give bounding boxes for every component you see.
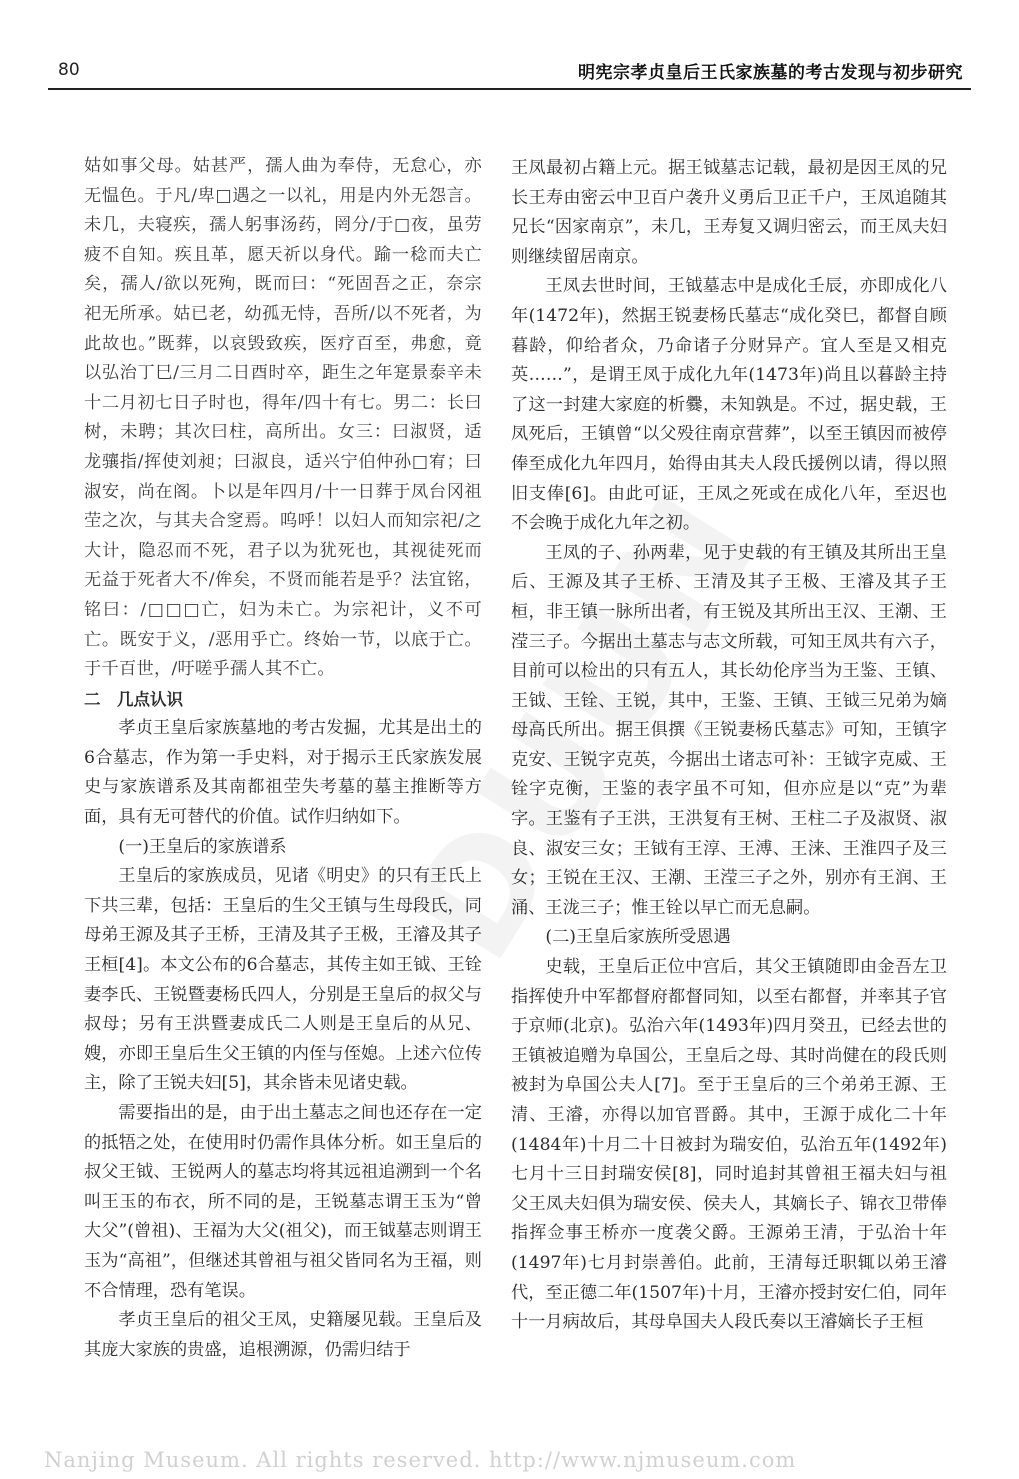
intro-paragraph: 孝贞王皇后家族墓地的考古发掘，尤其是出土的6合墓志，作为第一手史料，对于揭示王氏家族发展史与家族谱系及其南都祖茔失考墓的墓主推断等方面，具有无可替代的价值。试作归纳如下。 (84, 718, 482, 828)
section-heading: 二 几点认识 (84, 689, 183, 709)
running-title: 明宪宗孝贞皇后王氏家族墓的考古发现与初步研究 (578, 63, 963, 83)
page-number: 80 (58, 60, 80, 80)
discrepancy-paragraph: 需要指出的是，由于出土墓志之间也还存在一定的抵牾之处，在使用时仍需作具体分析。如王皇后的叔父王钺、王锐两人的墓志均将其远祖追溯到一个名叫王玉的布衣，所不同的是，王锐墓志谓王玉为“曾大父”(曾祖)、王福为大父(祖父)，而王钺墓志则谓王玉为“高祖”，但继述其曾祖与祖父皆同名为王福，则不合情理，恐有笔误。 (84, 1103, 482, 1301)
header-rule (48, 88, 971, 90)
epitaph-quote: 姑如事父母。姑甚严，孺人曲为奉侍，无怠心，亦无愠色。于凡/卑□遇之一以礼，用是内外无怨言。未几，夫寝疾，孺人躬事汤药，罔分/于□夜，虽劳疲不自知。疾且革，愿天祈以身代。踰一稔而夫亡矣，孺人/欲以死殉，既而曰：“死固吾之正，奈宗祀无所承。姑已老，幼孤无恃，吾所/以不死者，为此故也。”既葬，以哀毁致疾，医疗百至，弗愈，竟以弘治丁巳/三月二日酉时卒，距生之年寔景泰辛未十二月初七日子时也，得年/四十有七。男二：长曰树，未聘；其次曰柱，高所出。女三：曰淑贤，适龙骧指/挥使刘昶；曰淑良，适兴宁伯仲孙□宥；曰淑安，尚在阁。卜以是年四月/十一日葬于凤台冈祖茔之次，与其夫合窆焉。呜呼！以妇人而知宗祀/之大计，隐忍而不死，君子以为犹死也，其视徒死而无益于死者大不/侔矣，不贤而能若是乎？法宜铭，铭曰：/□□□亡，妇为未亡。为宗祀计，义不可亡。既安于义，/恶用乎亡。终始一节，以底于亡。于千百世，/吁嗟乎孺人其不亡。 (84, 156, 482, 680)
death-paragraph: 王凤去世时间，王钺墓志中是成化壬辰，亦即成化八年(1472年)，然据王锐妻杨氏墓志“成化癸巳，都督自顾暮龄，仰给者众，乃命诸子分财异产。宜人至是又相克英……”，是谓王凤于成化九年(1473年)尚且以暮龄主持了这一封建大家庭的析爨，未知孰是。不过，据史载，王凤死后，王镇曾“以父殁往南京营葬”，以至王镇因而被停俸至成化九年四月，始得由其夫人段氏援例以请，得以照旧支俸[6]。由此可证，王凤之死或在成化八年，至迟也不会晚于成化九年之初。 (511, 276, 947, 534)
continued-paragraph: 王凤最初占籍上元。据王钺墓志记载，最初是因王凤的兄长王寿由密云中卫百户袭升义勇后卫正千户，王凤追随其兄长“因家南京”，未几，王寿复又调归密云，而王凤夫妇则继续留居南京。 (511, 158, 947, 267)
family-paragraph: 王皇后的家族成员，见诸《明史》的只有王氏上下共三辈，包括：王皇后的生父王镇与生母段氏，同母弟王源及其子王桥，王清及其子王极，王濬及其子王桓[4]。本文公布的6合墓志，其传主如王钺、王铨妻李氏、王锐暨妻杨氏四人，分别是王皇后的叔父与叔母；另有王洪暨妻成氏二人则是王皇后的从兄、嫂，亦即王皇后生父王镇的内侄与侄媳。上述六位传主，除了王锐夫妇[5]，其余皆未见诸史载。 (84, 866, 482, 1094)
subheading-favors: (二)王皇后家族所受恩遇 (545, 927, 731, 948)
subheading-family-lineage: (一)王皇后的家族谱系 (118, 836, 287, 857)
footer-watermark: Nanjing Museum. All rights reserved. http://www.njmuseum.com (44, 1448, 797, 1472)
grandfather-paragraph: 孝贞王皇后的祖父王凤，史籍屡见载。王皇后及其庞大家族的贵盛，追根溯源，仍需归结于 (84, 1310, 482, 1360)
favors-paragraph: 史载，王皇后正位中宫后，其父王镇随即由金吾左卫指挥使升中军都督府都督同知，以至右都督，并率其子官于京师(北京)。弘治六年(1493年)四月癸丑，已经去世的王镇被追赠为阜国公，王皇后之母、其时尚健在的段氏则被封为阜国公夫人[7]。至于王皇后的三个弟弟王源、王清、王濬，亦得以加官晋爵。其中，王源于成化二十年(1484年)十月二十日被封为瑞安伯，弘治五年(1492年)七月十三日封瑞安侯[8]，同时追封其曾祖王福夫妇与祖父王凤夫妇俱为瑞安侯、侯夫人，其嫡长子、锦衣卫带俸指挥佥事王桥亦一度袭父爵。王源弟王清，于弘治十年(1497年)七月封崇善伯。此前，王清每迁职辄以弟王濬代，至正德二年(1507年)十月，王濬亦授封安仁伯，同年十一月病故后，其母阜国夫人段氏奏以王濬嫡长子王桓 (511, 957, 947, 1333)
left-column (84, 152, 482, 1365)
descendants-paragraph: 王凤的子、孙两辈，见于史载的有王镇及其所出王皇后、王源及其子王桥、王清及其子王极、王濬及其子王桓，非王镇一脉所出者，有王锐及其所出王汉、王潮、王滢三子。今据出土墓志与志文所载，可知王凤共有六子，目前可以检出的只有五人，其长幼伦序当为王鉴、王镇、王钺、王铨、王锐，其中，王鉴、王镇、王钺三兄弟为嫡母高氏所出。据王俱撰《王锐妻杨氏墓志》可知，王镇字克安、王锐字克英，今据出土诸志可补：王钺字克威、王铨字克衡，王鉴的表字虽不可知，但亦应是以“克”为辈字。王鉴有子王洪，王洪复有王树、王柱二子及淑贤、淑良、淑安三女；王钺有王淳、王溥、王涞、王淮四子及三女；王锐在王汉、王潮、王滢三子之外，别亦有王润、王涌、王泷三子；惟王铨以早亡而无息嗣。 (511, 542, 947, 918)
